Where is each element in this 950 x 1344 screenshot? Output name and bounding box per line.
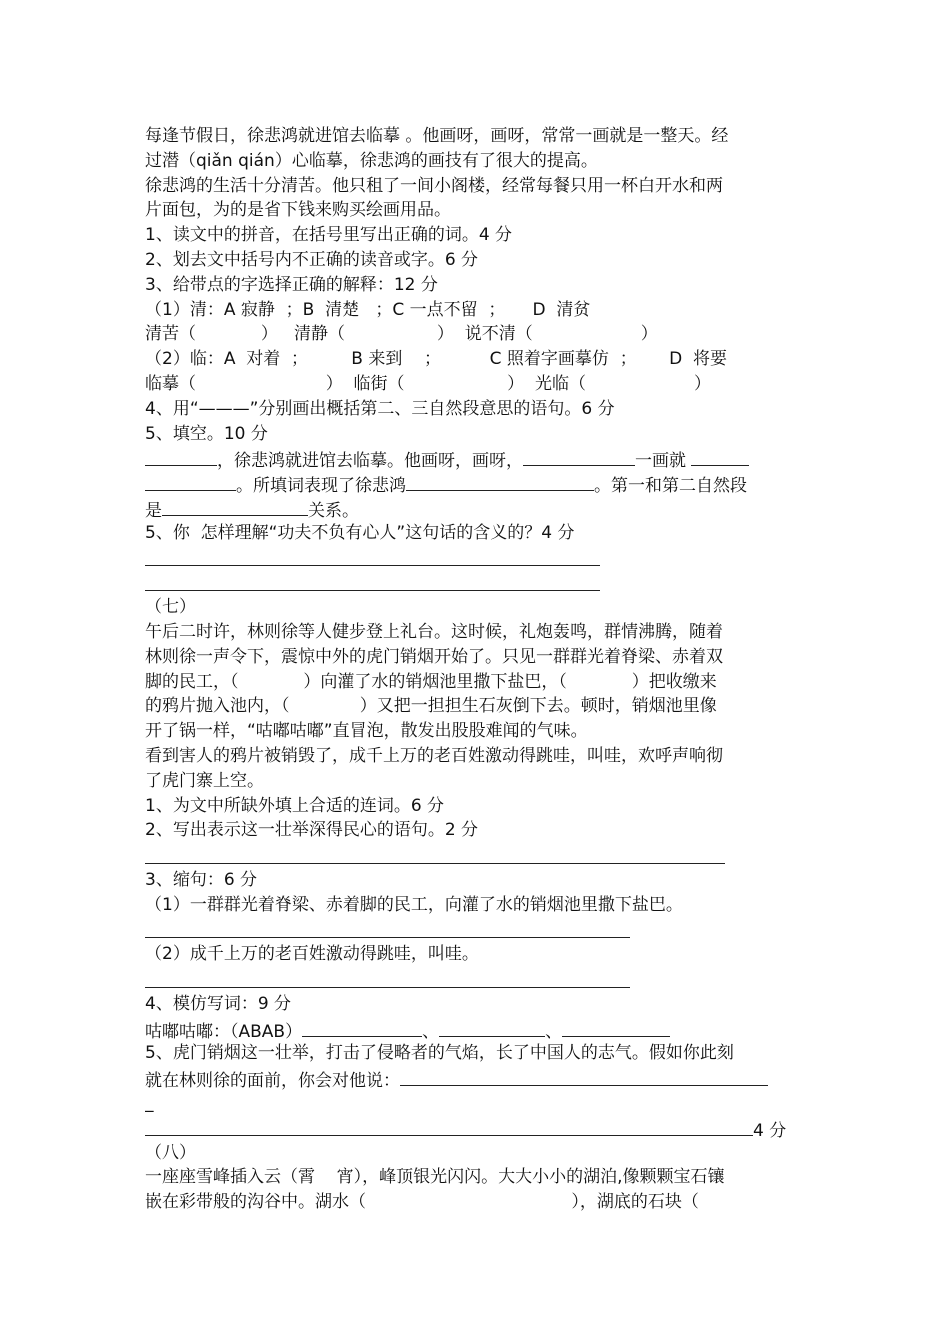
question-6: 5、你 怎样理解“功夫不负有心人”这句话的含义的？4 分 bbox=[145, 522, 575, 543]
score-label: 4 分 bbox=[753, 1120, 787, 1141]
blank-6[interactable] bbox=[162, 496, 308, 516]
fill-text: ，徐悲鸿就进馆去临摹。他画呀，画呀， bbox=[217, 451, 523, 472]
passage-line: 开了锅一样，“咕嘟咕嘟”直冒泡，散发出股股难闻的气味。 bbox=[145, 721, 588, 742]
blank-2[interactable] bbox=[523, 446, 635, 466]
blank-2[interactable] bbox=[439, 1017, 545, 1037]
question-1: 1、读文中的拼音，在括号里写出正确的词。4 分 bbox=[145, 225, 513, 246]
answer-blank[interactable] bbox=[400, 1066, 768, 1086]
fill-line-2 bbox=[145, 471, 815, 496]
fill-text: 关系。 bbox=[308, 500, 359, 521]
answer-line[interactable] bbox=[145, 967, 815, 992]
passage-line: 午后二时许，林则徐等人健步登上礼台。这时候，礼炮轰鸣，群情沸腾，随着 bbox=[145, 621, 723, 642]
word-imitation-line bbox=[145, 1017, 815, 1042]
passage-line: 徐悲鸿的生活十分清苦。他只租了一间小阁楼，经常每餐只用一杯白开水和两 bbox=[145, 175, 723, 196]
blank-5[interactable] bbox=[406, 471, 594, 491]
passage-line: 片面包，为的是省下钱来购买绘画用品。 bbox=[145, 200, 451, 221]
fill-text: 一画就 bbox=[635, 451, 686, 472]
question-3: 3、给带点的字选择正确的解释：12 分 bbox=[145, 274, 438, 295]
blank-3[interactable] bbox=[562, 1017, 670, 1037]
fill-line-3 bbox=[145, 496, 815, 521]
fill-text: 。第一和第二自然段 bbox=[594, 476, 747, 496]
answer-score-line bbox=[145, 1116, 815, 1141]
question-4: 4、模仿写词：9 分 bbox=[145, 993, 292, 1014]
answer-line[interactable] bbox=[145, 570, 815, 595]
blank-1[interactable] bbox=[145, 446, 217, 466]
passage-line: 一座座雪峰插入云（霄 宵），峰顶银光闪闪。大大小小的湖泊,像颗颗宝石镶 bbox=[145, 1167, 725, 1188]
answer-blank[interactable] bbox=[145, 1116, 753, 1136]
question-3-1-options: （1）清：A 寂静 ；B 清楚 ；C 一点不留 ； D 清贫 bbox=[145, 299, 591, 320]
separator: 、 bbox=[545, 1021, 563, 1042]
passage-line: 了虎门寨上空。 bbox=[145, 770, 264, 791]
question-1: 1、为文中所缺外填上合适的连词。6 分 bbox=[145, 795, 445, 816]
fill-text: 是 bbox=[145, 500, 162, 521]
question-2: 2、写出表示这一壮举深得民心的语句。2 分 bbox=[145, 820, 479, 841]
section-heading: （七） bbox=[145, 597, 196, 618]
passage-line: 的鸦片抛入池内，（ ）又把一担担生石灰倒下去。顿时，销烟池里像 bbox=[145, 696, 717, 717]
worksheet-page bbox=[145, 124, 815, 1215]
answer-line[interactable] bbox=[145, 546, 815, 571]
question-3-1-words: 清苦（ ） 清静（ ） 说不清（ ） bbox=[145, 324, 658, 345]
question-5: 5、填空。10 分 bbox=[145, 423, 268, 444]
answer-continuation: _ bbox=[145, 1093, 154, 1114]
passage-line: 林则徐一声令下，震惊中外的虎门销烟开始了。只见一群群光着脊梁、赤着双 bbox=[145, 646, 723, 667]
fill-text: 咕嘟咕嘟：（ABAB） bbox=[145, 1021, 303, 1042]
question-2: 2、划去文中括号内不正确的读音或字。6 分 bbox=[145, 249, 479, 270]
question-3-1: （1）一群群光着脊梁、赤着脚的民工，向灌了水的销烟池里撒下盐巴。 bbox=[145, 894, 683, 915]
question-5: 5、虎门销烟这一壮举，打击了侵略者的气焰，长了中国人的志气。假如你此刻 bbox=[145, 1043, 734, 1064]
passage-line: 嵌在彩带般的沟谷中。湖水（ ），湖底的石块（ bbox=[145, 1192, 699, 1213]
question-5-cont bbox=[145, 1066, 815, 1091]
question-3-2-words: 临摹（ ） 临街（ ） 光临（ ） bbox=[145, 373, 712, 394]
question-3-2-options: （2）临：A 对着 ； B 来到 ； C 照着字画摹仿 ； D 将要 bbox=[145, 349, 728, 370]
passage-line: 过潜（qiǎn qián）心临摹，徐悲鸿的画技有了很大的提高。 bbox=[145, 150, 598, 171]
question-3: 3、缩句：6 分 bbox=[145, 869, 258, 890]
answer-line[interactable] bbox=[145, 843, 815, 868]
passage-line: 脚的民工，（ ）向灌了水的销烟池里撒下盐巴，（ ）把收缴来 bbox=[145, 671, 717, 692]
fill-text: 就在林则徐的面前，你会对他说： bbox=[145, 1071, 400, 1092]
fill-text: 。所填词表现了徐悲鸿 bbox=[236, 476, 406, 496]
passage-line: 看到害人的鸦片被销毁了，成千上万的老百姓激动得跳哇，叫哇，欢呼声响彻 bbox=[145, 745, 723, 766]
question-4: 4、用“———”分别画出概括第二、三自然段意思的语句。6 分 bbox=[145, 398, 615, 419]
answer-line[interactable] bbox=[145, 918, 815, 943]
section-heading: （八） bbox=[145, 1142, 196, 1163]
separator: 、 bbox=[422, 1021, 440, 1042]
blank-3[interactable] bbox=[691, 446, 749, 466]
question-3-2: （2）成千上万的老百姓激动得跳哇，叫哇。 bbox=[145, 944, 479, 965]
blank-4[interactable] bbox=[145, 471, 236, 491]
fill-line-1 bbox=[145, 446, 815, 471]
blank-1[interactable] bbox=[302, 1017, 422, 1037]
passage-line: 每逢节假日，徐悲鸿就进馆去临摹 。他画呀，画呀，常常一画就是一整天。经 bbox=[145, 126, 729, 146]
